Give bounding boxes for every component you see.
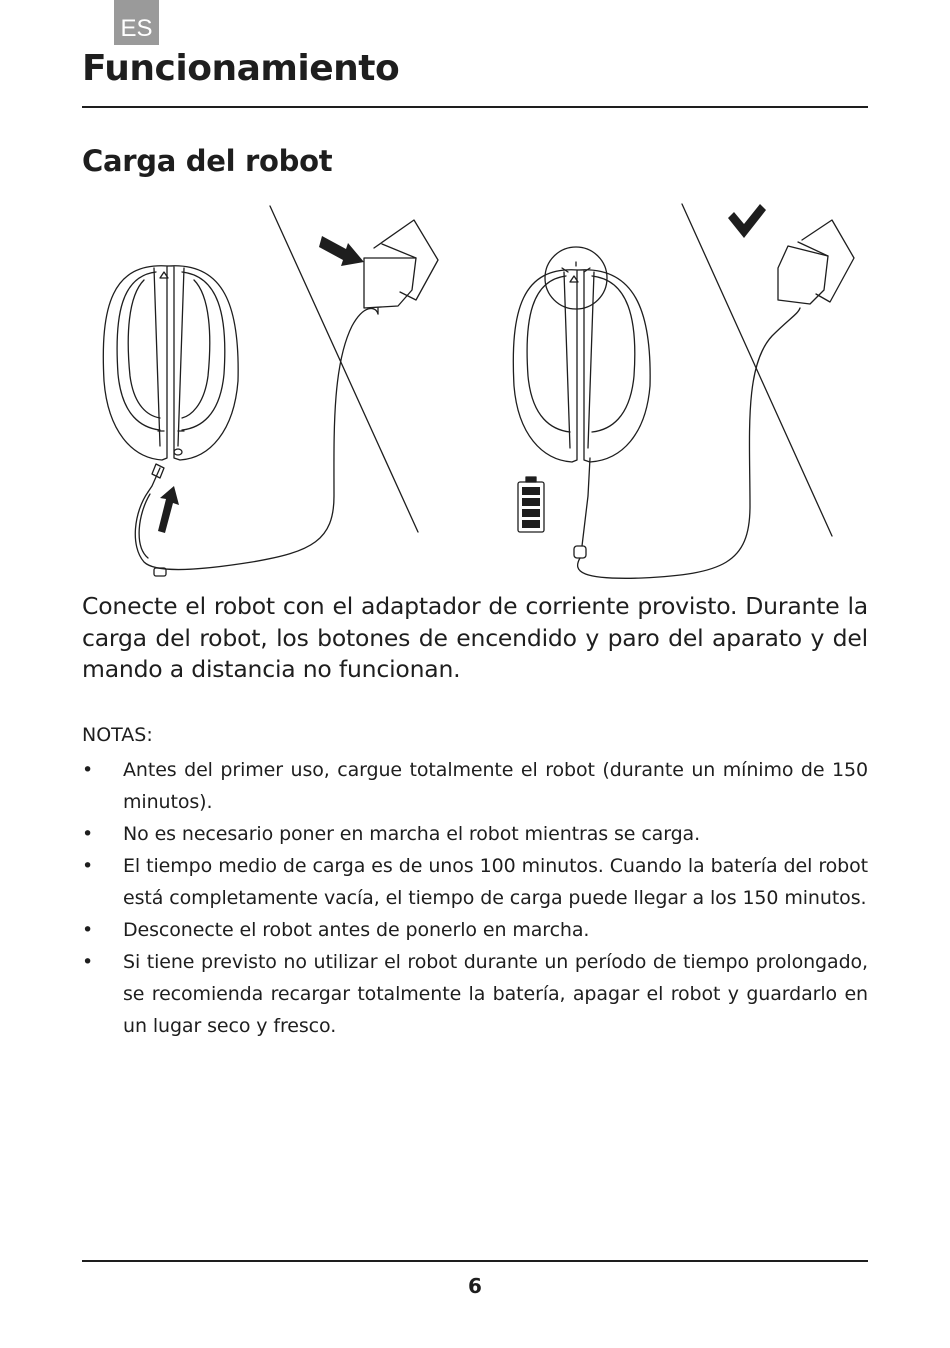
language-tab: ES	[114, 0, 159, 45]
robot-left	[103, 266, 238, 460]
note-text: Si tiene previsto no utilizar el robot durante un período de tiempo prolongado, se recomienda recargar totalmente la batería, apagar el robot y guardarlo en un lugar seco y fresco.	[123, 951, 868, 1037]
bullet-icon: •	[82, 855, 94, 877]
divider-line-right	[682, 204, 832, 536]
robot-right	[513, 247, 650, 462]
section-title: Carga del robot	[82, 144, 333, 178]
note-item	[82, 818, 868, 850]
note-text: Desconecte el robot antes de ponerlo en marcha.	[123, 919, 590, 941]
battery-icon	[518, 477, 544, 532]
charging-illustration	[82, 196, 868, 588]
note-text: No es necesario poner en marcha el robot mientras se carga.	[123, 823, 701, 845]
arrow-icon	[158, 236, 364, 533]
note-item	[82, 850, 868, 914]
adapter-right	[778, 220, 854, 304]
bullet-icon: •	[82, 823, 94, 845]
page-title: Funcionamiento	[82, 48, 400, 89]
note-text: El tiempo medio de carga es de unos 100 minutos. Cuando la batería del robot está completamente vacía, el tiempo de carga puede llegar a los 150 minutos.	[123, 855, 868, 909]
footer-divider	[82, 1260, 868, 1262]
cable-right	[574, 308, 800, 578]
note-text: Antes del primer uso, cargue totalmente el robot (durante un mínimo de 150 minutos).	[123, 759, 868, 813]
intro-paragraph: Conecte el robot con el adaptador de corriente provisto. Durante la carga del robot, los botones de encendido y paro del aparato y del mando a distancia no funcionan.	[82, 592, 868, 683]
cable-left	[135, 308, 378, 576]
note-item	[82, 754, 868, 818]
adapter-left	[364, 220, 438, 314]
header-divider	[82, 106, 868, 108]
bullet-icon: •	[82, 759, 94, 781]
page-number: 6	[468, 1274, 482, 1298]
notes-list	[82, 754, 868, 1042]
bullet-icon: •	[82, 919, 94, 941]
note-item	[82, 914, 868, 946]
note-item	[82, 946, 868, 1042]
notes-title: NOTAS:	[82, 724, 153, 746]
check-icon	[728, 204, 766, 238]
bullet-icon: •	[82, 951, 94, 973]
